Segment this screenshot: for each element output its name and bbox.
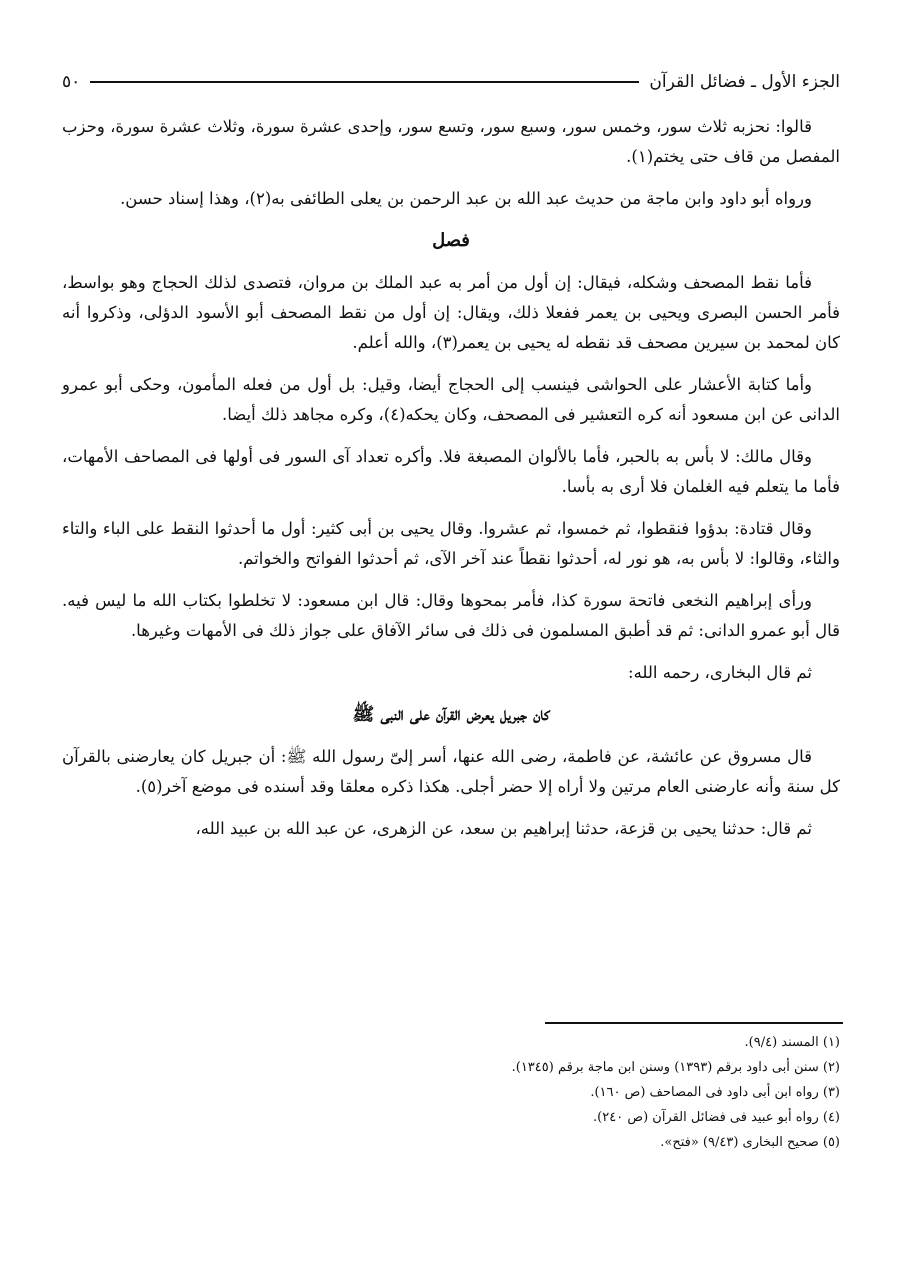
- paragraph-5: وقال مالك: لا بأس به بالحبر، فأما بالألوان المصبغة فلا. وأكره تعداد آى السور فى أولها فى المصاحف الأمهات، فأما ما يتعلم فيه الغلمان فلا أرى به بأسا.: [62, 447, 840, 496]
- paragraph-8: ثم قال البخارى، رحمه الله:: [628, 663, 812, 682]
- paragraph-9: قال مسروق عن عائشة، عن فاطمة، رضى الله عنها، أسر إلىّ رسول الله ﷺ: أن جبريل كان يعارضنى بالقرآن كل سنة وأنه عارضنى العام مرتين ولا أراه إلا حضر أجلى. هكذا ذكره معلقا وقد أسنده فى موضع آخر(٥).: [62, 747, 840, 796]
- paragraph-10: ثم قال: حدثنا يحيى بن قزعة، حدثنا إبراهيم بن سعد، عن الزهرى، عن عبد الله بن عبيد الله،: [195, 819, 812, 838]
- paragraph-1: قالوا: نحزبه ثلاث سور، وخمس سور، وسبع سور، وتسع سور، وإحدى عشرة سورة، وثلاث عشرة سورة، وحزب المفصل من قاف حتى يختم(١).: [62, 117, 840, 166]
- footnote-4: (٤) رواه أبو عبيد فى فضائل القرآن (ص ٢٤٠).: [593, 1110, 840, 1125]
- paragraph-7: ورأى إبراهيم النخعى فاتحة سورة كذا، فأمر بمحوها وقال: قال ابن مسعود: لا تخلطوا بكتاب الله ما ليس فيه. قال أبو عمرو الدانى: ثم قد أطبق المسلمون فى ذلك فى سائر الآفاق على جواز ذلك فى الأمهات وغيرها.: [62, 591, 840, 640]
- page-number: ٥٠: [62, 72, 81, 92]
- footnote-5: (٥) صحيح البخارى (٩/٤٣) «فتح».: [660, 1135, 840, 1150]
- section-heading-fasl: فصل: [432, 230, 470, 251]
- section-heading-jibril: كان جبريل يعرض القرآن على النبى ﷺ: [352, 704, 550, 725]
- footnote-2: (٢) سنن أبى داود برقم (١٣٩٣) وسنن ابن ماجة برقم (١٣٤٥).: [511, 1060, 840, 1075]
- paragraph-2: ورواه أبو داود وابن ماجة من حديث عبد الله بن عبد الرحمن بن يعلى الطائفى به(٢)، وهذا إسناد حسن.: [120, 189, 812, 208]
- paragraph-6: وقال قتادة: بدؤوا فنقطوا، ثم خمسوا، ثم عشروا. وقال يحيى بن أبى كثير: أول ما أحدثوا النقط على الباء والتاء والثاء، وقالوا: لا بأس به، هو نور له، أحدثوا نقطاً عند آخر الآى، ثم أحدثوا الفواتح والخواتم.: [62, 519, 840, 568]
- footnote-3: (٣) رواه ابن أبى داود فى المصاحف (ص ١٦٠).: [590, 1085, 840, 1100]
- paragraph-4: وأما كتابة الأعشار على الحواشى فينسب إلى الحجاج أيضا، وقيل: بل أول من فعله المأمون، وحكى أبو عمرو الدانى عن ابن مسعود أنه كره التعشير فى المصحف، وكان يحكه(٤)، وكره مجاهد ذلك أيضا.: [62, 375, 840, 424]
- header-rule: [90, 81, 639, 83]
- page-header: [62, 68, 840, 96]
- footnote-1: (١) المسند (٩/٤).: [744, 1035, 840, 1050]
- paragraph-3: فأما نقط المصحف وشكله، فيقال: إن أول من أمر به عبد الملك بن مروان، فتصدى لذلك الحجاج وهو بواسط، فأمر الحسن البصرى ويحيى بن يعمر ففعلا ذلك، ويقال: إن أول من نقط المصحف أبو الأسود الدؤلى، وذكروا أنه كان لمحمد بن سيرين مصحف قد نقطه له يحيى بن يعمر(٣)، والله أعلم.: [62, 273, 840, 352]
- footnote-separator: [545, 1022, 843, 1024]
- running-title: الجزء الأول ـ فضائل القرآن: [649, 72, 840, 92]
- footnotes: [62, 1030, 840, 1155]
- page-body: [62, 112, 840, 856]
